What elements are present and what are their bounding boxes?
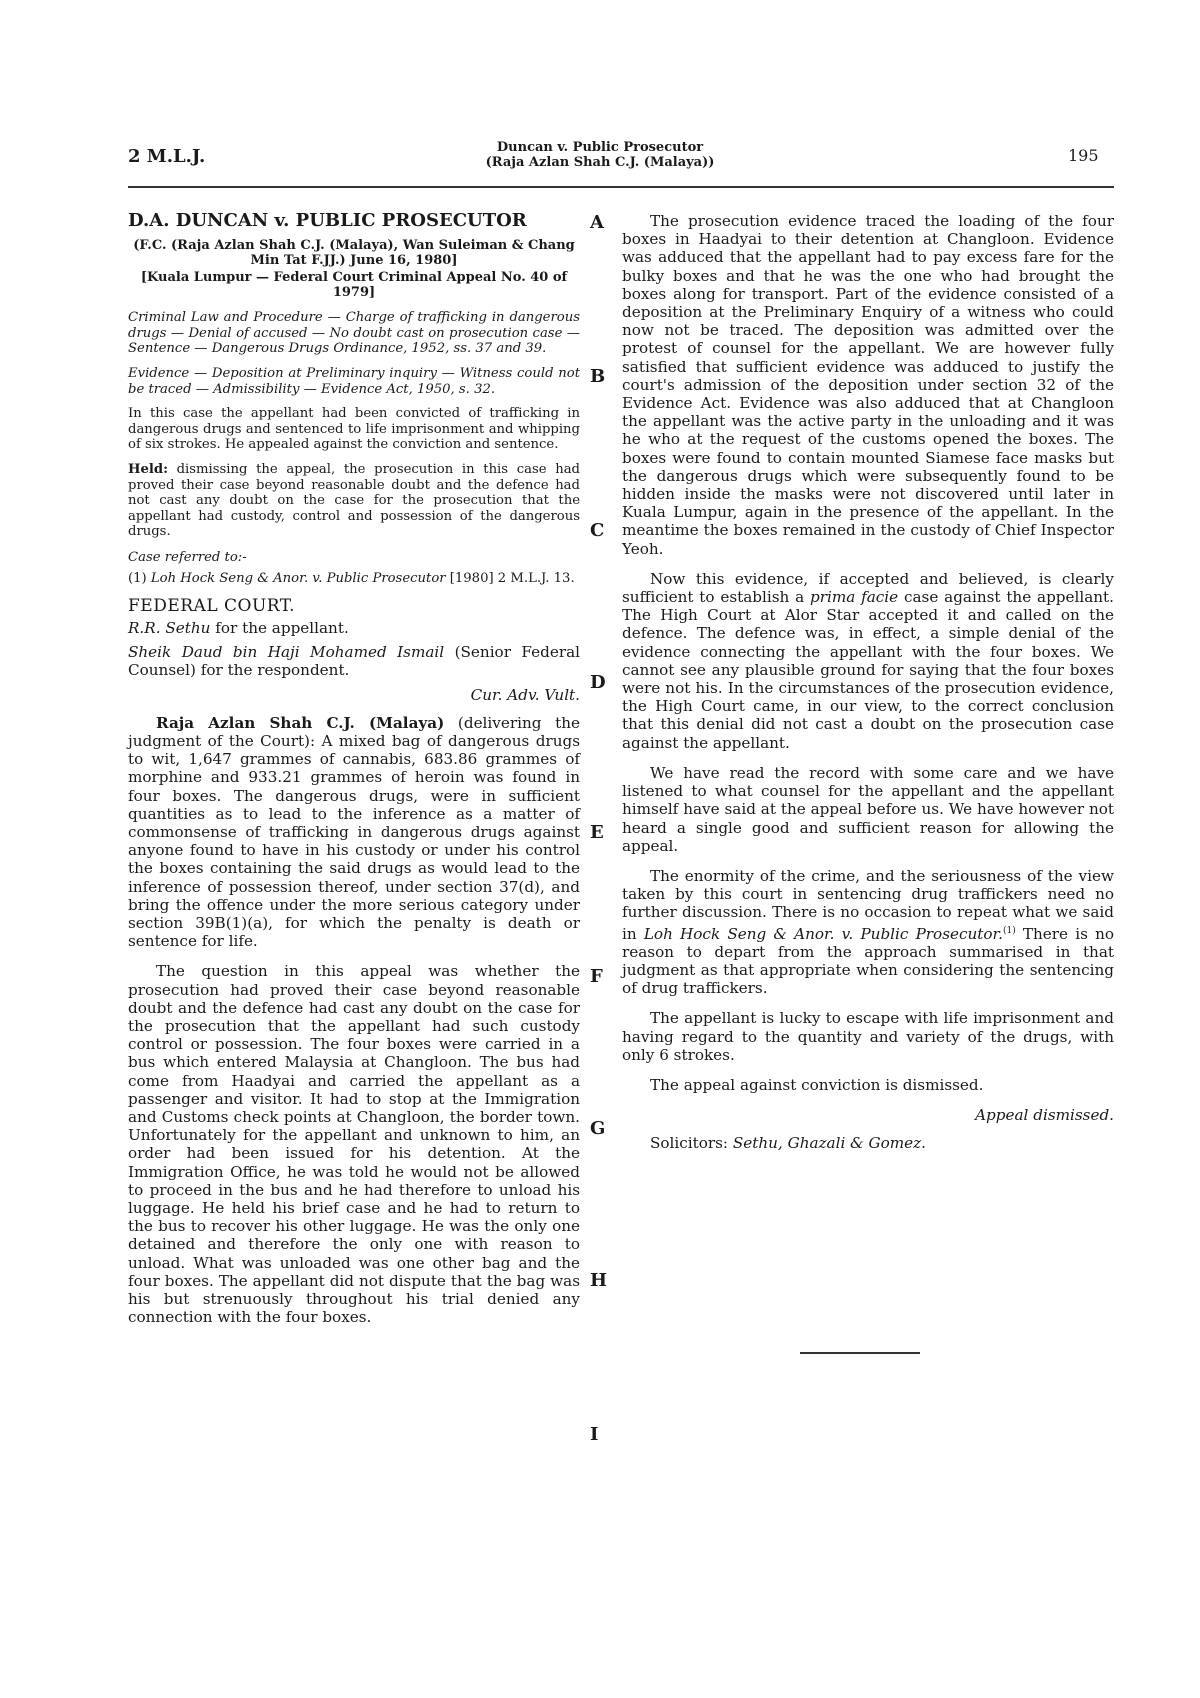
margin-letter-c: C (590, 520, 605, 541)
judgment-paragraph-1-text: (delivering the judgment of the Court): A mixed bag of dangerous drugs to wit, 1,647 grammes of cannabis, 683.86 grammes of morphine and 933.21 grammes of heroin was found in four boxes. The dangerous drugs, were in sufficient quantities as to lead to the inference as a matter of commonsense of trafficking in dangerous drugs against anyone found to have in his custody or under his control the boxes containing the said drugs as would lead to the inference of possession thereof, under section 37(d), and bring the offence under the more serious category under section 39B(1)(a), for which the penalty is death or sentence for life. (128, 713, 580, 951)
cited-case: Loh Hock Seng & Anor. v. Public Prosecutor. (643, 924, 1003, 943)
counsel-respondent-name: Sheik Daud bin Haji Mohamed Ismail (128, 643, 445, 662)
keywords-evidence: Evidence — Deposition at Preliminary inquiry — Witness could not be traced — Admissibility — Evidence Act, 1950, s. 32. (128, 365, 580, 397)
judge-name: Raja Azlan Shah C.J. (Malaya) (156, 713, 445, 732)
judgment-paragraph-6-b: There is no reason to depart from the approach summarised in that judgment as that appropriate when considering the sentencing of drug traffickers. (622, 924, 1115, 998)
case-referred-entry (128, 571, 580, 587)
judgment-paragraph-7: The appellant is lucky to escape with life imprisonment and having regard to the quantity and variety of the drugs, with only 6 strokes. (622, 1009, 1114, 1064)
margin-letter-e: E (590, 822, 604, 843)
case-title: D.A. DUNCAN v. PUBLIC PROSECUTOR (128, 210, 527, 231)
margin-letter-a: A (590, 212, 604, 233)
footnote-ref: (1) (1002, 925, 1016, 936)
margin-letter-g: G (590, 1118, 606, 1139)
held-label: Held: (128, 461, 168, 477)
running-title (400, 140, 800, 170)
prima-facie: prima facie (810, 588, 899, 607)
solicitors-label: Solicitors: (650, 1134, 733, 1153)
case-referred-number: (1) (128, 571, 151, 587)
judgment-paragraph-4-b: case against the appellant. The High Court at Alor Star accepted it and called on the defence. The defence was, in effect, a simple denial of the evidence connecting the appellant with the four boxes. We cannot see any plausible ground for saying that the four boxes were not his. In the circumstances of the prosecution evidence, the High Court came, in our view, to the correct conclusion that this denial did not cast a doubt on the prosecution case against the appellant. (622, 588, 1114, 752)
cur-adv-vult: Cur. Adv. Vult. (470, 685, 580, 704)
counsel-respondent (128, 643, 580, 679)
judgment-paragraph-6 (622, 867, 1114, 997)
right-column (622, 212, 1114, 1153)
court-heading: FEDERAL COURT. (128, 595, 296, 616)
counsel-appellant-name: R.R. Sethu (128, 618, 211, 637)
judgment-paragraph-3: The prosecution evidence traced the loading of the four boxes in Haadyai to their detention at Changloon. Evidence was adduced that the appellant had to pay excess fare for the bulky boxes and that he was the one who had brought the boxes along for transport. Part of the evidence consisted of a deposition at the Preliminary Enquiry of a witness who could now not be traced. The deposition was admitted over the protest of counsel for the appellant. We are however fully satisfied that sufficient evidence was adduced to justify the court's admission of the deposition under section 32 of the Evidence Act. Evidence was also adduced that at Changloon the appellant was the active party in the unloading and it was he who at the request of the customs opened the boxes. The boxes were found to contain mounted Siamese face masks but the dangerous drugs which were subsequently found to be hidden inside the masks were not discovered until later in Kuala Lumpur, again in the presence of the appellant. In the meantime the boxes remained in the custody of Chief Inspector Yeoh. (622, 212, 1114, 558)
judgment-paragraph-2: The question in this appeal was whether the prosecution had proved their case beyond reasonable doubt and the defence had cast any doubt on the case for the prosecution that the appellant had such custody control or possession. The four boxes were carried in a bus which entered Malaysia at Changloon. The bus had come from Haadyai and carried the appellant as a passenger and visitor. It had to stop at the Immigration and Customs check points at Changloon, the border town. Unfortunately for the appellant and unknown to him, an order had been issued for his detention. At the Immigration Office, he was told he would not be allowed to proceed in the bus and he had therefore to unload his luggage. He held his brief case and he had to return to the bus to recover his other luggage. He was the only one detained and therefore the only one with reason to unload. What was unloaded was one other bag and the four boxes. The appellant did not dispute that the bag was his but strenuously throughout his trial denied any connection with the four boxes. (128, 962, 580, 1327)
headnote: In this case the appellant had been convicted of trafficking in dangerous drugs and sentenced to life imprisonment and whipping of six strokes. He appealed against the conviction and sentence. (128, 406, 580, 453)
coram: (F.C. (Raja Azlan Shah C.J. (Malaya), Wan Suleiman & Chang Min Tat F.JJ.) June 16, 1980] (133, 238, 575, 269)
result: Appeal dismissed. (975, 1106, 1114, 1125)
case-referred-name: Loh Hock Seng & Anor. v. Public Prosecutor (150, 571, 446, 587)
judgment-paragraph-5: We have read the record with some care and we have listened to what counsel for the appellant and the appellant himself have said at the appeal before us. We have however not heard a single good and sufficient reason for allowing the appeal. (622, 763, 1114, 855)
running-title-line2: (Raja Azlan Shah C.J. (Malaya)) (485, 155, 715, 170)
counsel-respondent-role: (Senior Federal Counsel) for the respondent. (128, 643, 580, 680)
margin-letter-d: D (590, 672, 606, 693)
counsel-appellant (128, 619, 580, 637)
judgment-paragraph-6-a: The enormity of the crime, and the seriousness of the view taken by this court in sentencing drug traffickers need no further discussion. There is no occasion to repeat what we said in (622, 866, 1114, 943)
judgment-paragraph-8: The appeal against conviction is dismissed. (650, 1076, 984, 1094)
held-text: dismissing the appeal, the prosecution in this case had proved their case beyond reasonable doubt and the defence had not cast any doubt on the case for the prosecution that the appellant had custody, control and possession of the dangerous drugs. (128, 461, 580, 540)
case-referred-label: Case referred to:- (128, 549, 247, 565)
header-rule (128, 186, 1114, 188)
court-line: [Kuala Lumpur — Federal Court Criminal Appeal No. 40 of 1979] (140, 270, 568, 301)
judgment-paragraph-1 (128, 714, 580, 951)
case-referred-citation: [1980] 2 M.L.J. 13. (445, 571, 575, 587)
margin-letter-i: I (590, 1424, 599, 1445)
held-paragraph (128, 462, 580, 540)
page-number: 195 (1068, 146, 1099, 165)
margin-letter-h: H (590, 1270, 608, 1291)
margin-letter-f: F (590, 966, 603, 987)
solicitors-names: Sethu, Ghazali & Gomez. (732, 1134, 926, 1153)
judgment-paragraph-4-a: Now this evidence, if accepted and believed, is clearly sufficient to establish a (622, 569, 1114, 607)
judgment-paragraph-4 (622, 570, 1114, 752)
report-volume: 2 M.L.J. (128, 146, 206, 167)
running-title-line1: Duncan v. Public Prosecutor (496, 140, 704, 155)
counsel-appellant-role: for the appellant. (210, 618, 349, 637)
solicitors (622, 1134, 1114, 1152)
end-rule (800, 1352, 920, 1354)
left-column (128, 212, 580, 1338)
keywords-criminal-law: Criminal Law and Procedure — Charge of trafficking in dangerous drugs — Denial of accused — No doubt cast on prosecution case — Sentence — Dangerous Drugs Ordinance, 1952, ss. 37 and 39. (128, 310, 580, 357)
margin-letter-b: B (590, 366, 606, 387)
running-header (0, 140, 1200, 180)
